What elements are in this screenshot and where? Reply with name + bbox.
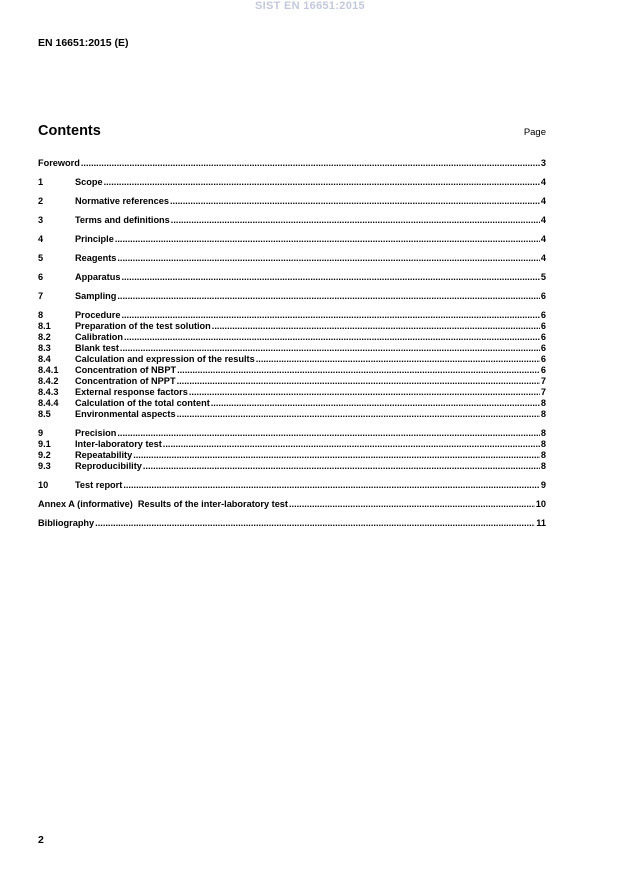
toc-entry-title: Blank test: [75, 343, 119, 353]
toc-entry-page: 7: [540, 376, 546, 386]
dot-leader: [95, 518, 535, 529]
toc-entry-response-factors[interactable]: [38, 387, 546, 398]
toc-entry-number: 6: [38, 272, 44, 282]
dot-leader: [212, 321, 540, 332]
dot-leader: [177, 376, 540, 387]
toc-entry-repeatability[interactable]: [38, 450, 546, 461]
toc-entry-page: 8: [540, 450, 546, 460]
toc-entry-number: 8.4.2: [38, 376, 59, 386]
watermark: SIST EN 16651:2015: [255, 0, 365, 12]
toc-entry-blank-test[interactable]: [38, 343, 546, 354]
toc-entry-title: Reproducibility: [75, 461, 142, 471]
toc-entry-title: Foreword: [38, 158, 80, 168]
dot-leader: [121, 310, 539, 321]
toc-entry-number: 5: [38, 253, 44, 263]
toc-entry-title: Repeatability: [75, 450, 133, 460]
toc-entry-test-report[interactable]: [38, 480, 546, 491]
toc-entry-title: Scope: [75, 177, 103, 187]
toc-entry-title: Inter-laboratory test: [75, 439, 162, 449]
toc-entry-environmental[interactable]: [38, 409, 546, 420]
toc-entry-number: 1: [38, 177, 44, 187]
dot-leader: [120, 343, 540, 354]
toc-entry-title: External response factors: [75, 387, 188, 397]
dot-leader: [104, 177, 540, 188]
toc-entry-nppt[interactable]: [38, 376, 546, 387]
toc-entry-preparation[interactable]: [38, 321, 546, 332]
toc-entry-foreword[interactable]: [38, 158, 546, 169]
toc-entry-number: 3: [38, 215, 44, 225]
toc-entry-page: 6: [540, 332, 546, 342]
toc-entry-calculation[interactable]: [38, 354, 546, 365]
toc-entry-page: 4: [540, 177, 546, 187]
toc-entry-bibliography[interactable]: [38, 518, 546, 529]
toc-entry-nbpt[interactable]: [38, 365, 546, 376]
toc-entry-title: Principle: [75, 234, 114, 244]
dot-leader: [121, 272, 539, 283]
toc-entry-title: Sampling: [75, 291, 117, 301]
toc-entry-title: Bibliography: [38, 518, 95, 528]
dot-leader: [123, 480, 540, 491]
toc-entry-normative-references[interactable]: [38, 196, 546, 207]
toc-entry-annex-a[interactable]: [38, 499, 546, 510]
toc-entry-number: 8.4.1: [38, 365, 59, 375]
toc-entry-page: 6: [540, 310, 546, 320]
dot-leader: [117, 291, 540, 302]
toc-entry-title: Annex A (informative) Results of the inter-laboratory test: [38, 499, 288, 509]
toc-entry-number: 9.1: [38, 439, 51, 449]
dot-leader: [211, 398, 540, 409]
toc-entry-title: Terms and definitions: [75, 215, 170, 225]
toc-entry-sampling[interactable]: [38, 291, 546, 302]
page-column-label: Page: [523, 127, 546, 138]
toc-entry-title: Precision: [75, 428, 117, 438]
toc-entry-page: 8: [540, 461, 546, 471]
toc-entry-number: 4: [38, 234, 44, 244]
toc-entry-title: Normative references: [75, 196, 169, 206]
dot-leader: [117, 428, 540, 439]
toc-entry-page: 4: [540, 234, 546, 244]
toc-entry-title: Concentration of NPPT: [75, 376, 176, 386]
dot-leader: [189, 387, 540, 398]
toc-entry-title: Apparatus: [75, 272, 121, 282]
toc-entry-number: 9: [38, 428, 44, 438]
toc-entry-apparatus[interactable]: [38, 272, 546, 283]
toc-entry-title: Calculation and expression of the results: [75, 354, 255, 364]
dot-leader: [256, 354, 540, 365]
toc-entry-page: 4: [540, 253, 546, 263]
dot-leader: [177, 365, 540, 376]
toc-entry-number: 8.4.3: [38, 387, 59, 397]
toc-entry-page: 7: [540, 387, 546, 397]
toc-entry-number: 8: [38, 310, 44, 320]
toc-entry-page: 6: [540, 354, 546, 364]
toc-entry-inter-laboratory[interactable]: [38, 439, 546, 450]
dot-leader: [171, 215, 540, 226]
toc-entry-procedure[interactable]: [38, 310, 546, 321]
toc-entry-page: 8: [540, 409, 546, 419]
toc-entry-page: 11: [536, 518, 546, 528]
page-number: 2: [38, 834, 44, 846]
toc-entry-page: 4: [540, 196, 546, 206]
toc-entry-number: 2: [38, 196, 44, 206]
dot-leader: [177, 409, 540, 420]
toc-entry-page: 5: [540, 272, 546, 282]
dot-leader: [143, 461, 540, 472]
toc-entry-precision[interactable]: [38, 428, 546, 439]
toc-entry-page: 8: [540, 428, 546, 438]
toc-entry-scope[interactable]: [38, 177, 546, 188]
dot-leader: [133, 450, 540, 461]
table-of-contents: [38, 158, 546, 529]
toc-entry-title: Preparation of the test solution: [75, 321, 211, 331]
toc-entry-title: Procedure: [75, 310, 121, 320]
dot-leader: [170, 196, 540, 207]
dot-leader: [81, 158, 540, 169]
toc-entry-number: 9.3: [38, 461, 51, 471]
toc-entry-number: 10: [38, 480, 49, 490]
toc-entry-title: Calculation of the total content: [75, 398, 210, 408]
toc-entry-page: 8: [540, 398, 546, 408]
toc-entry-page: 4: [540, 215, 546, 225]
contents-title: Contents: [38, 123, 101, 139]
toc-entry-title: Calibration: [75, 332, 123, 342]
toc-entry-page: 10: [535, 499, 546, 509]
dot-leader: [289, 499, 535, 510]
toc-entry-number: 8.1: [38, 321, 51, 331]
toc-entry-page: 8: [540, 439, 546, 449]
dot-leader: [163, 439, 540, 450]
toc-entry-total-content[interactable]: [38, 398, 546, 409]
toc-entry-terms[interactable]: [38, 215, 546, 226]
toc-entry-page: 6: [540, 291, 546, 301]
toc-entry-number: 8.2: [38, 332, 51, 342]
toc-entry-page: 3: [540, 158, 546, 168]
toc-entry-page: 9: [540, 480, 546, 490]
toc-entry-number: 8.5: [38, 409, 51, 419]
toc-entry-reagents[interactable]: [38, 253, 546, 264]
toc-entry-calibration[interactable]: [38, 332, 546, 343]
toc-entry-title: Test report: [75, 480, 123, 490]
toc-entry-principle[interactable]: [38, 234, 546, 245]
dot-leader: [117, 253, 540, 264]
toc-entry-title: Reagents: [75, 253, 117, 263]
dot-leader: [115, 234, 540, 245]
toc-entry-number: 8.3: [38, 343, 51, 353]
toc-entry-page: 6: [540, 321, 546, 331]
toc-entry-page: 6: [540, 365, 546, 375]
toc-entry-number: 8.4.4: [38, 398, 59, 408]
toc-entry-page: 6: [540, 343, 546, 353]
document-id: EN 16651:2015 (E): [38, 37, 129, 49]
toc-entry-title: Concentration of NBPT: [75, 365, 177, 375]
toc-entry-number: 9.2: [38, 450, 51, 460]
dot-leader: [124, 332, 540, 343]
toc-entry-number: 8.4: [38, 354, 51, 364]
toc-entry-reproducibility[interactable]: [38, 461, 546, 472]
toc-entry-title: Environmental aspects: [75, 409, 176, 419]
toc-entry-number: 7: [38, 291, 44, 301]
